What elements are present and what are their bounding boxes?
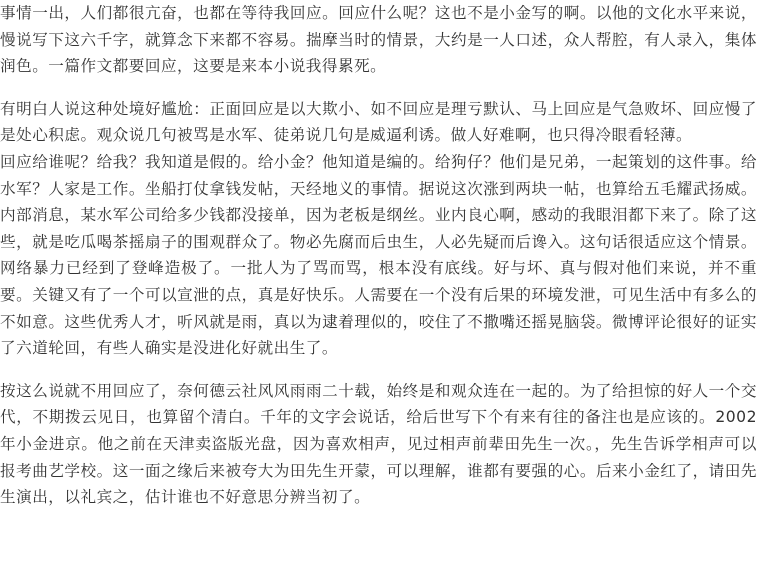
paragraph-1: 事情一出，人们都很亢奋，也都在等待我回应。回应什么呢？这也不是小金写的啊。以他的文化水平来说，慢说写下这六千字，就算念下来都不容易。揣摩当时的情景，大约是一人口述，众人帮腔，有人录入，集体润色。一篇作文都要回应，这要是来本小说我得累死。	[0, 4, 757, 76]
paragraph-2: 有明白人说这种处境好尴尬：正面回应是以大欺小、如不回应是理亏默认、马上回应是气急败坏、回应慢了是处心积虑。观众说几句被骂是水军、徒弟说几句是威逼利诱。做人好难啊，也只得冷眼看轻薄。	[0, 99, 757, 145]
paragraph-3: 回应给谁呢？给我？我知道是假的。给小金？他知道是编的。给狗仔？他们是兄弟，一起策划的这件事。给水军？人家是工作。坐船打仗拿钱发帖，天经地义的事情。据说这次涨到两块一帖，也算给五毛耀武扬威。内部消息，某水军公司给多少钱都没接单，因为老板是纲丝。业内良心啊，感动的我眼泪都下来了。除了这些，就是吃瓜喝茶摇扇子的围观群众了。物必先腐而后虫生，人必先疑而后谗入。这句话很适应这个情景。网络暴力已经到了登峰造极了。一批人为了骂而骂，根本没有底线。好与坏、真与假对他们来说，并不重要。关键又有了一个可以宣泄的点，真是好快乐。人需要在一个没有后果的环境发泄，可见生活中有多么的不如意。这些优秀人才，听风就是雨，真以为逮着理似的，咬住了不撒嘴还摇晃脑袋。微博评论很好的证实了六道轮回，有些人确实是没进化好就出生了。	[0, 152, 757, 358]
paragraph-4: 按这么说就不用回应了，奈何德云社风风雨雨二十载，始终是和观众连在一起的。为了给担惊的好人一个交代，不期拨云见日，也算留个清白。千年的文字会说话，给后世写下个有来有往的备注也是应该的。2002年小金进京。他之前在天津卖盗版光盘，因为喜欢相声，见过相声前辈田先生一次。，先生告诉学相声可以报考曲艺学校。这一面之缘后来被夸大为田先生开蒙，可以理解，谁都有要强的心。后来小金红了，请田先生演出，以礼宾之，估计谁也不好意思分辨当初了。	[0, 381, 757, 507]
